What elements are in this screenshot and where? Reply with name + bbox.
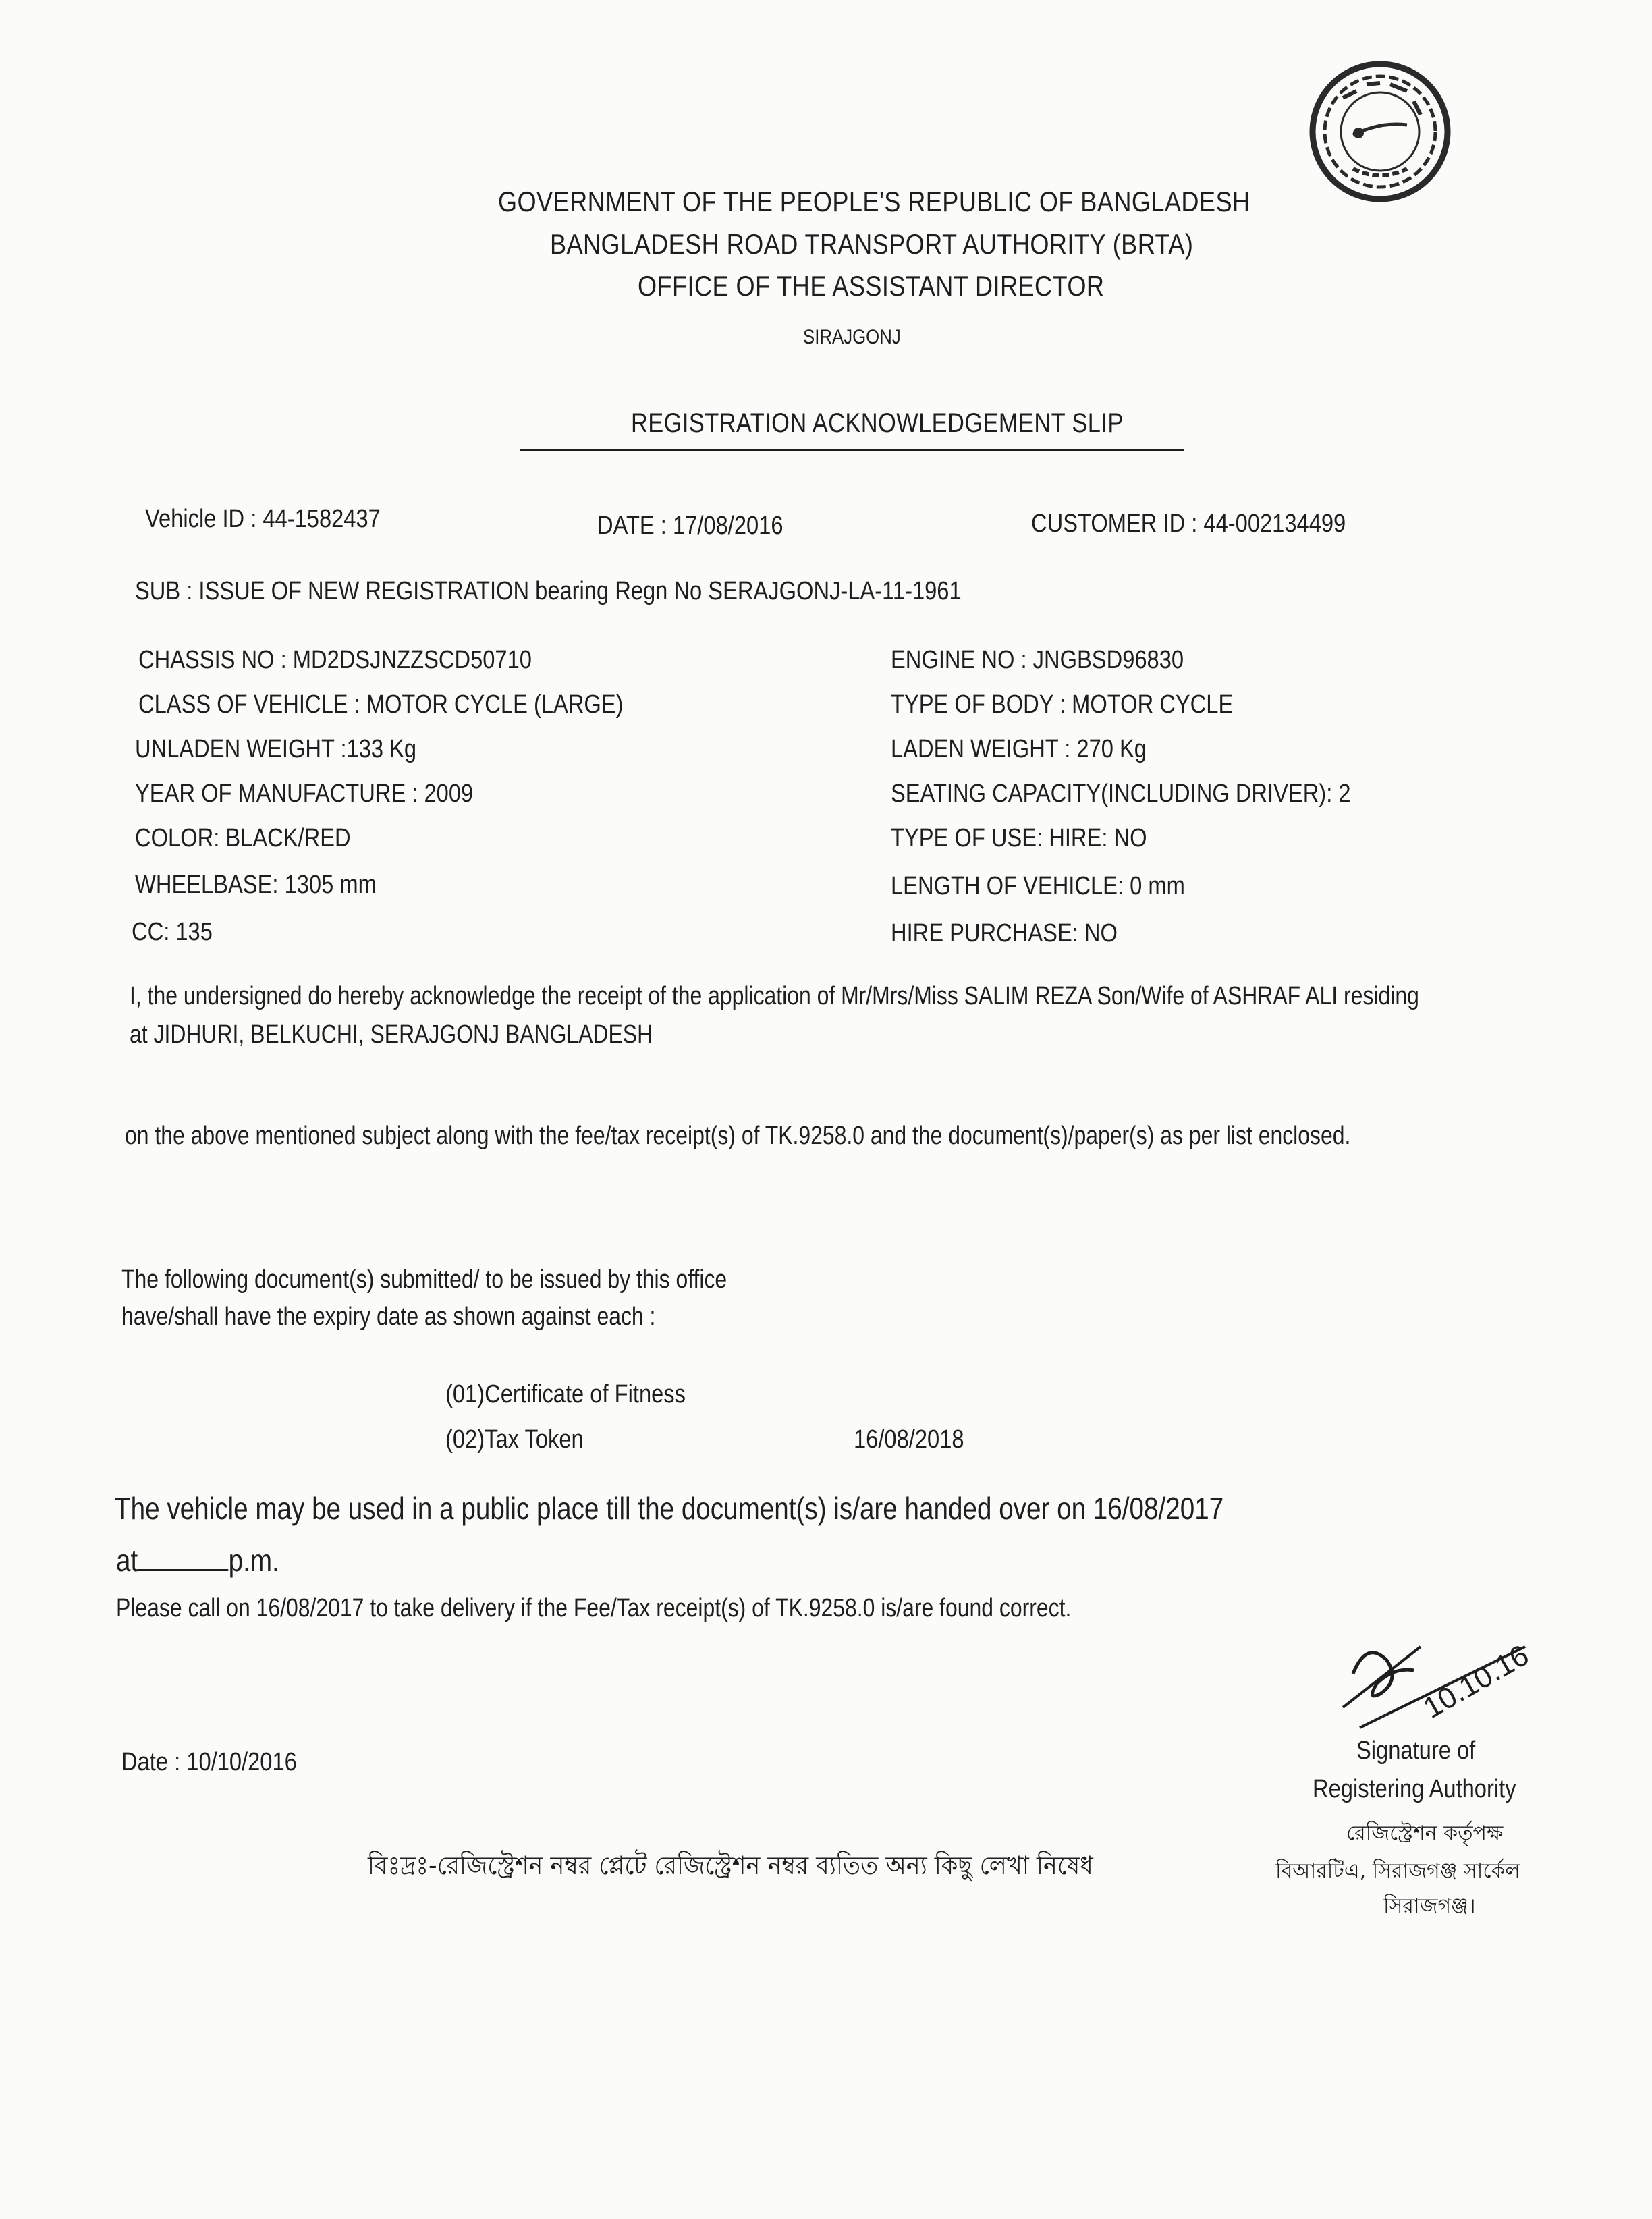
year-of-manufacture: YEAR OF MANUFACTURE : 2009 bbox=[135, 779, 474, 808]
hire-purchase: HIRE PURCHASE: NO bbox=[891, 919, 1118, 948]
authority-bangla: রেজিস্ট্রেশন কর্তৃপক্ষ bbox=[1346, 1821, 1504, 1845]
notice-bangla: বিঃদ্রঃ-রেজিস্ট্রেশন নম্বর প্লেটে রেজিস্ট্রেশন নম্বর ব্যতিত অন্য কিছু লেখা নিষেধ bbox=[368, 1851, 1093, 1880]
document-item-tax-token: (02)Tax Token bbox=[445, 1425, 584, 1454]
header-office: OFFICE OF THE ASSISTANT DIRECTOR bbox=[638, 270, 1105, 302]
type-of-body: TYPE OF BODY : MOTOR CYCLE bbox=[891, 690, 1234, 719]
vehicle-id: Vehicle ID : 44-1582437 bbox=[145, 505, 381, 533]
class-of-vehicle: CLASS OF VEHICLE : MOTOR CYCLE (LARGE) bbox=[138, 690, 624, 719]
usage-statement: The vehicle may be used in a public place till the document(s) is/are handed over on 16/08/2017 bbox=[115, 1491, 1224, 1526]
office-bangla-1: বিআরটিএ, সিরাজগঞ্জ সার্কেল bbox=[1275, 1859, 1520, 1883]
time-blank bbox=[138, 1549, 228, 1571]
unladen-weight: UNLADEN WEIGHT :133 Kg bbox=[135, 735, 417, 763]
acknowledgement-line-1: I, the undersigned do hereby acknowledge the receipt of the application of Mr/Mrs/Miss SALIM REZA Son/Wife of ASHRAF ALI residing bbox=[130, 982, 1419, 1010]
document-item-fitness: (01)Certificate of Fitness bbox=[445, 1380, 686, 1408]
documents-intro-line-2: have/shall have the expiry date as shown against each : bbox=[121, 1303, 656, 1331]
length-of-vehicle: LENGTH OF VEHICLE: 0 mm bbox=[891, 872, 1185, 900]
pm-label: p.m. bbox=[228, 1543, 279, 1578]
header-location: SIRAJGONJ bbox=[803, 326, 901, 348]
slip-date: DATE : 17/08/2016 bbox=[597, 512, 783, 540]
slip-title: REGISTRATION ACKNOWLEDGEMENT SLIP bbox=[631, 408, 1124, 438]
acknowledgement-line-2: at JIDHURI, BELKUCHI, SERAJGONJ BANGLADESH bbox=[130, 1020, 653, 1049]
seating-capacity: SEATING CAPACITY(INCLUDING DRIVER): 2 bbox=[891, 779, 1351, 808]
footer-date: Date : 10/10/2016 bbox=[121, 1748, 297, 1776]
usage-time-line bbox=[116, 1542, 279, 1579]
customer-id: CUSTOMER ID : 44-002134499 bbox=[1031, 510, 1346, 538]
delivery-instruction: Please call on 16/08/2017 to take delivery if the Fee/Tax receipt(s) of TK.9258.0 is/are found correct. bbox=[116, 1594, 1072, 1622]
engine-no: ENGINE NO : JNGBSD96830 bbox=[891, 646, 1184, 674]
acknowledgement-line-3: on the above mentioned subject along with the fee/tax receipt(s) of TK.9258.0 and the document(s)/paper(s) as per list enclosed. bbox=[125, 1122, 1351, 1150]
at-label: at bbox=[116, 1543, 138, 1578]
registering-authority-label: Registering Authority bbox=[1313, 1775, 1516, 1803]
documents-intro-line-1: The following document(s) submitted/ to be issued by this office bbox=[121, 1265, 727, 1294]
signature-label: Signature of bbox=[1356, 1736, 1476, 1765]
laden-weight: LADEN WEIGHT : 270 Kg bbox=[891, 735, 1147, 763]
cc: CC: 135 bbox=[132, 918, 213, 946]
handwritten-date: 10.10.16 bbox=[1417, 1638, 1535, 1725]
color: COLOR: BLACK/RED bbox=[135, 824, 351, 852]
type-of-use: TYPE OF USE: HIRE: NO bbox=[891, 824, 1147, 852]
chassis-no: CHASSIS NO : MD2DSJNZZSCD50710 bbox=[138, 646, 532, 674]
title-underline bbox=[520, 449, 1184, 451]
header-government: GOVERNMENT OF THE PEOPLE'S REPUBLIC OF BANGLADESH bbox=[498, 186, 1250, 217]
office-seal-stamp bbox=[1306, 57, 1454, 206]
tax-token-expiry: 16/08/2018 bbox=[854, 1425, 964, 1454]
handwritten-signature bbox=[1340, 1620, 1549, 1755]
office-bangla-2: সিরাজগঞ্জ। bbox=[1383, 1894, 1476, 1918]
header-authority: BANGLADESH ROAD TRANSPORT AUTHORITY (BRTA) bbox=[550, 228, 1194, 260]
wheelbase: WHEELBASE: 1305 mm bbox=[135, 871, 377, 899]
subject-line: SUB : ISSUE OF NEW REGISTRATION bearing Regn No SERAJGONJ-LA-11-1961 bbox=[135, 577, 962, 605]
